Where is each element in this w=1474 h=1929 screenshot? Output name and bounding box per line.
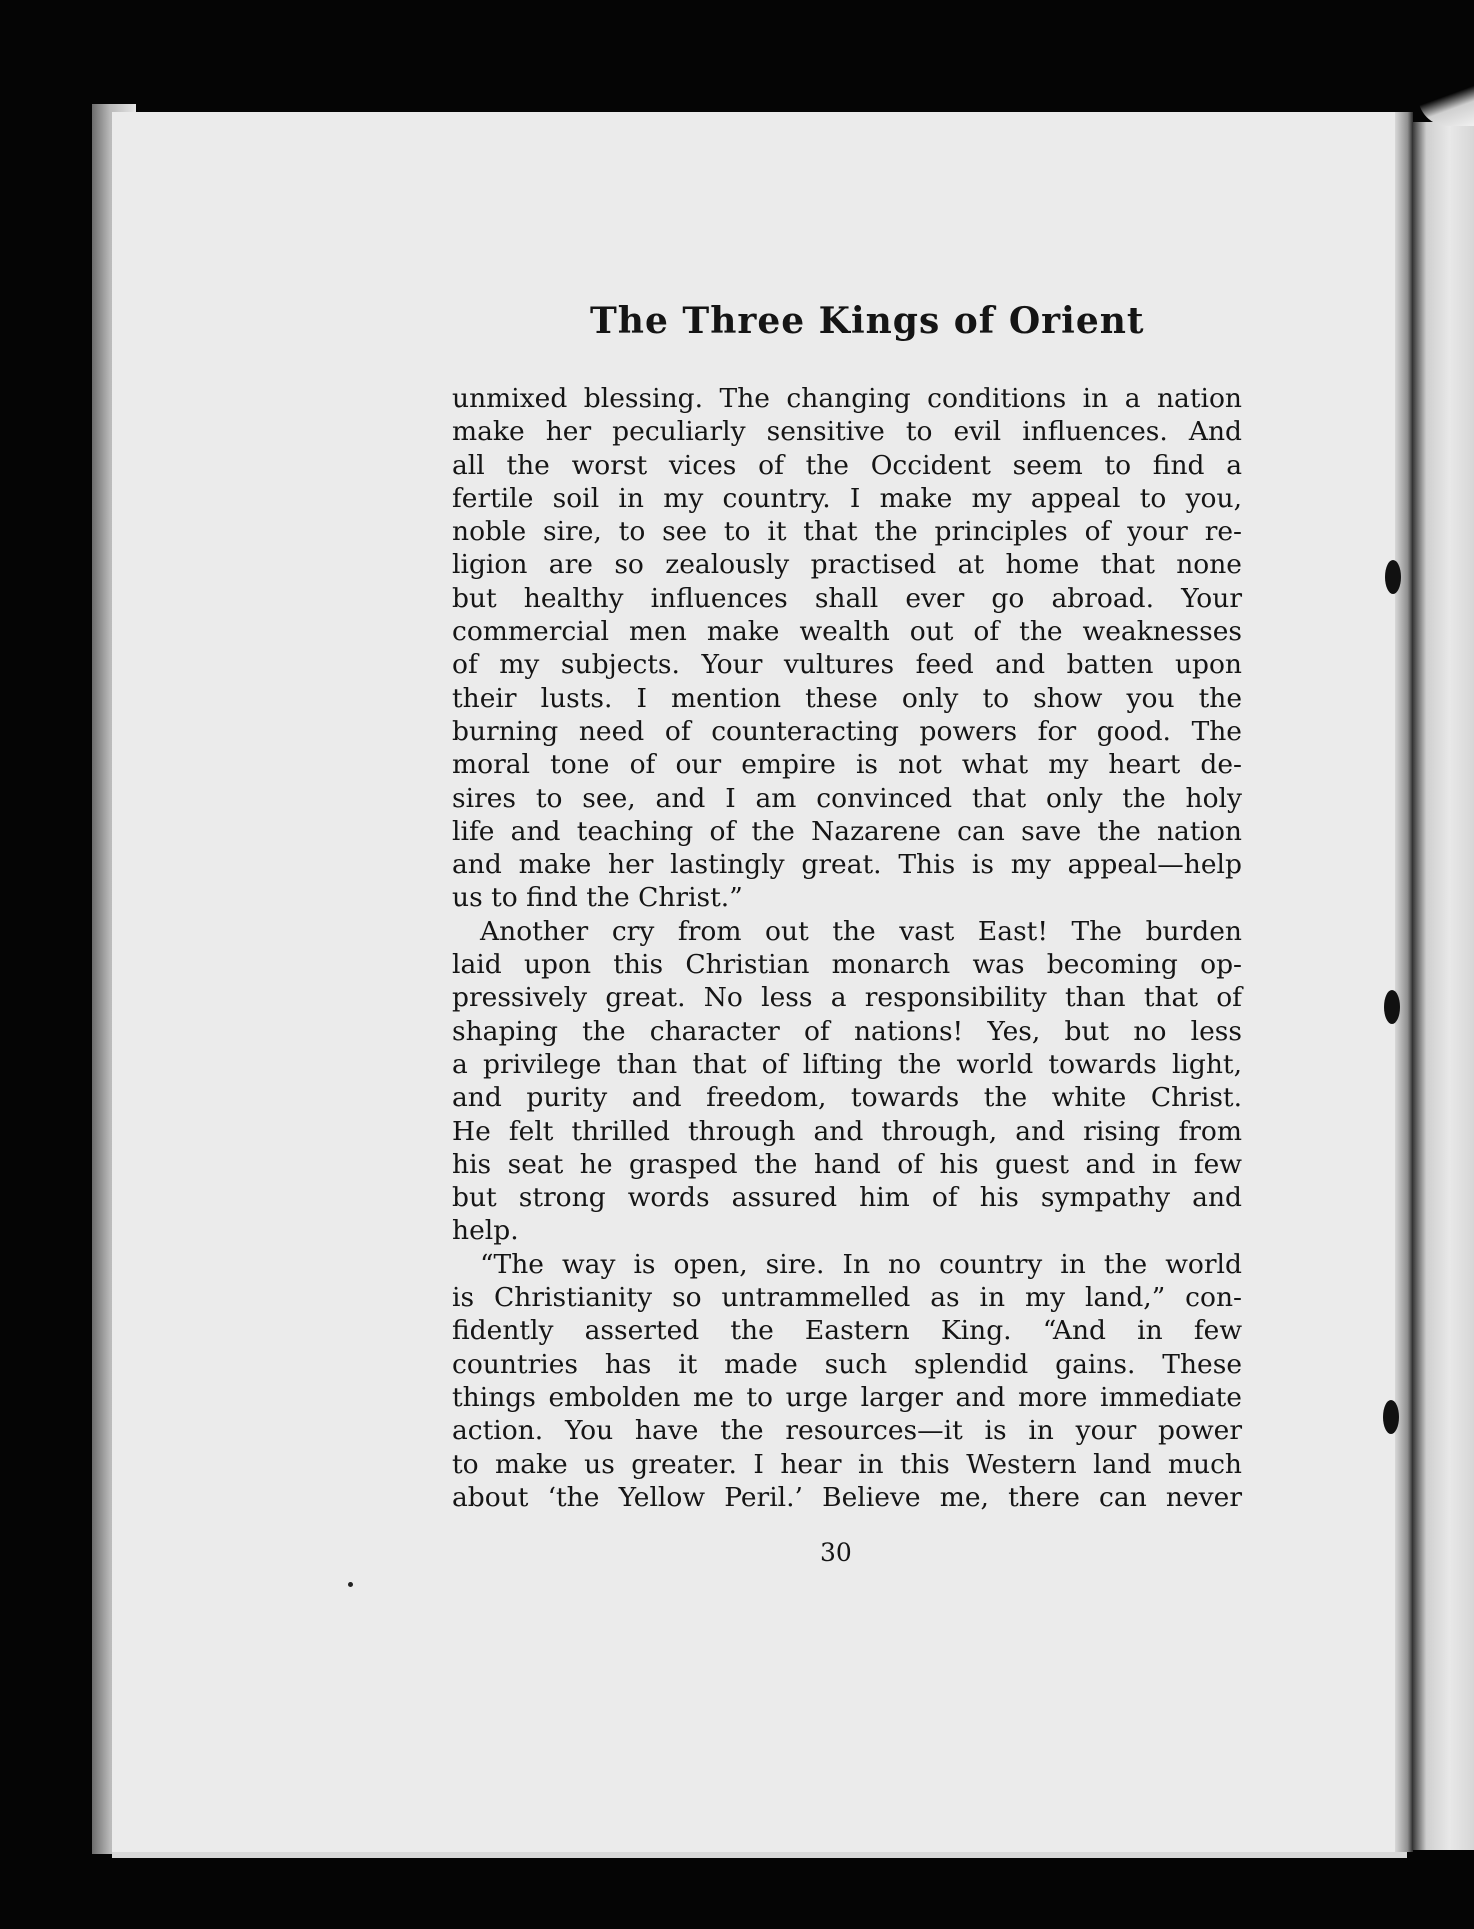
text-line: a privilege than that of lifting the world towards light, — [452, 1048, 1242, 1080]
running-head: The Three Kings of Orient — [590, 300, 1145, 342]
page-gutter — [1395, 112, 1413, 1852]
page-curl — [1418, 84, 1474, 126]
text-line: action. You have the resources—it is in your power — [452, 1415, 1242, 1447]
ink-speck — [348, 1582, 353, 1587]
text-line: moral tone of our empire is not what my heart de- — [452, 749, 1242, 781]
text-line: their lusts. I mention these only to show you the — [452, 682, 1242, 714]
text-line: Another cry from out the vast East! The burden — [480, 915, 1242, 947]
facing-page-edge — [1413, 122, 1474, 1850]
text-line: noble sire, to see to it that the principles of your re- — [452, 516, 1242, 548]
text-line: but strong words assured him of his sympathy and — [452, 1182, 1242, 1214]
text-line: help. — [452, 1215, 519, 1247]
page-number: 30 — [820, 1538, 852, 1567]
text-line: life and teaching of the Nazarene can save the nation — [452, 815, 1242, 847]
body-text — [452, 382, 1242, 1514]
text-line: fidently asserted the Eastern King. “And in few — [452, 1315, 1242, 1347]
text-line: laid upon this Christian monarch was becoming op- — [452, 949, 1242, 981]
text-line: He felt thrilled through and through, and rising from — [452, 1115, 1242, 1147]
binding-hole — [1384, 990, 1400, 1024]
text-line: pressively great. No less a responsibility than that of — [452, 982, 1242, 1014]
text-line: about ‘the Yellow Peril.’ Believe me, there can never — [452, 1481, 1242, 1513]
text-line: countries has it made such splendid gains. These — [452, 1348, 1242, 1380]
text-line: things embolden me to urge larger and more immediate — [452, 1381, 1242, 1413]
text-line: commercial men make wealth out of the weaknesses — [452, 616, 1242, 648]
text-line: shaping the character of nations! Yes, but no less — [452, 1015, 1242, 1047]
text-line: but healthy influences shall ever go abroad. Your — [452, 582, 1242, 614]
text-line: us to find the Christ.” — [452, 882, 743, 914]
text-line: all the worst vices of the Occident seem to find a — [452, 449, 1242, 481]
text-line: to make us greater. I hear in this Western land much — [452, 1448, 1242, 1480]
text-line: sires to see, and I am convinced that only the holy — [452, 782, 1242, 814]
binding-hole — [1385, 560, 1401, 594]
text-line: his seat he grasped the hand of his guest and in few — [452, 1148, 1242, 1180]
text-line: ligion are so zealously practised at home that none — [452, 549, 1242, 581]
text-line: burning need of counteracting powers for good. The — [452, 715, 1242, 747]
text-line: unmixed blessing. The changing conditions in a nation — [452, 383, 1242, 414]
text-line: of my subjects. Your vultures feed and batten upon — [452, 649, 1242, 681]
text-line: fertile soil in my country. I make my appeal to you, — [452, 482, 1242, 514]
text-line: and purity and freedom, towards the white Christ. — [452, 1082, 1242, 1114]
text-line: make her peculiarly sensitive to evil influences. And — [452, 416, 1242, 448]
text-line: and make her lastingly great. This is my appeal—help — [452, 849, 1242, 881]
text-line: “The way is open, sire. In no country in the world — [480, 1248, 1242, 1280]
binding-hole — [1383, 1400, 1399, 1434]
text-line: is Christianity so untrammelled as in my land,” con- — [452, 1282, 1242, 1314]
